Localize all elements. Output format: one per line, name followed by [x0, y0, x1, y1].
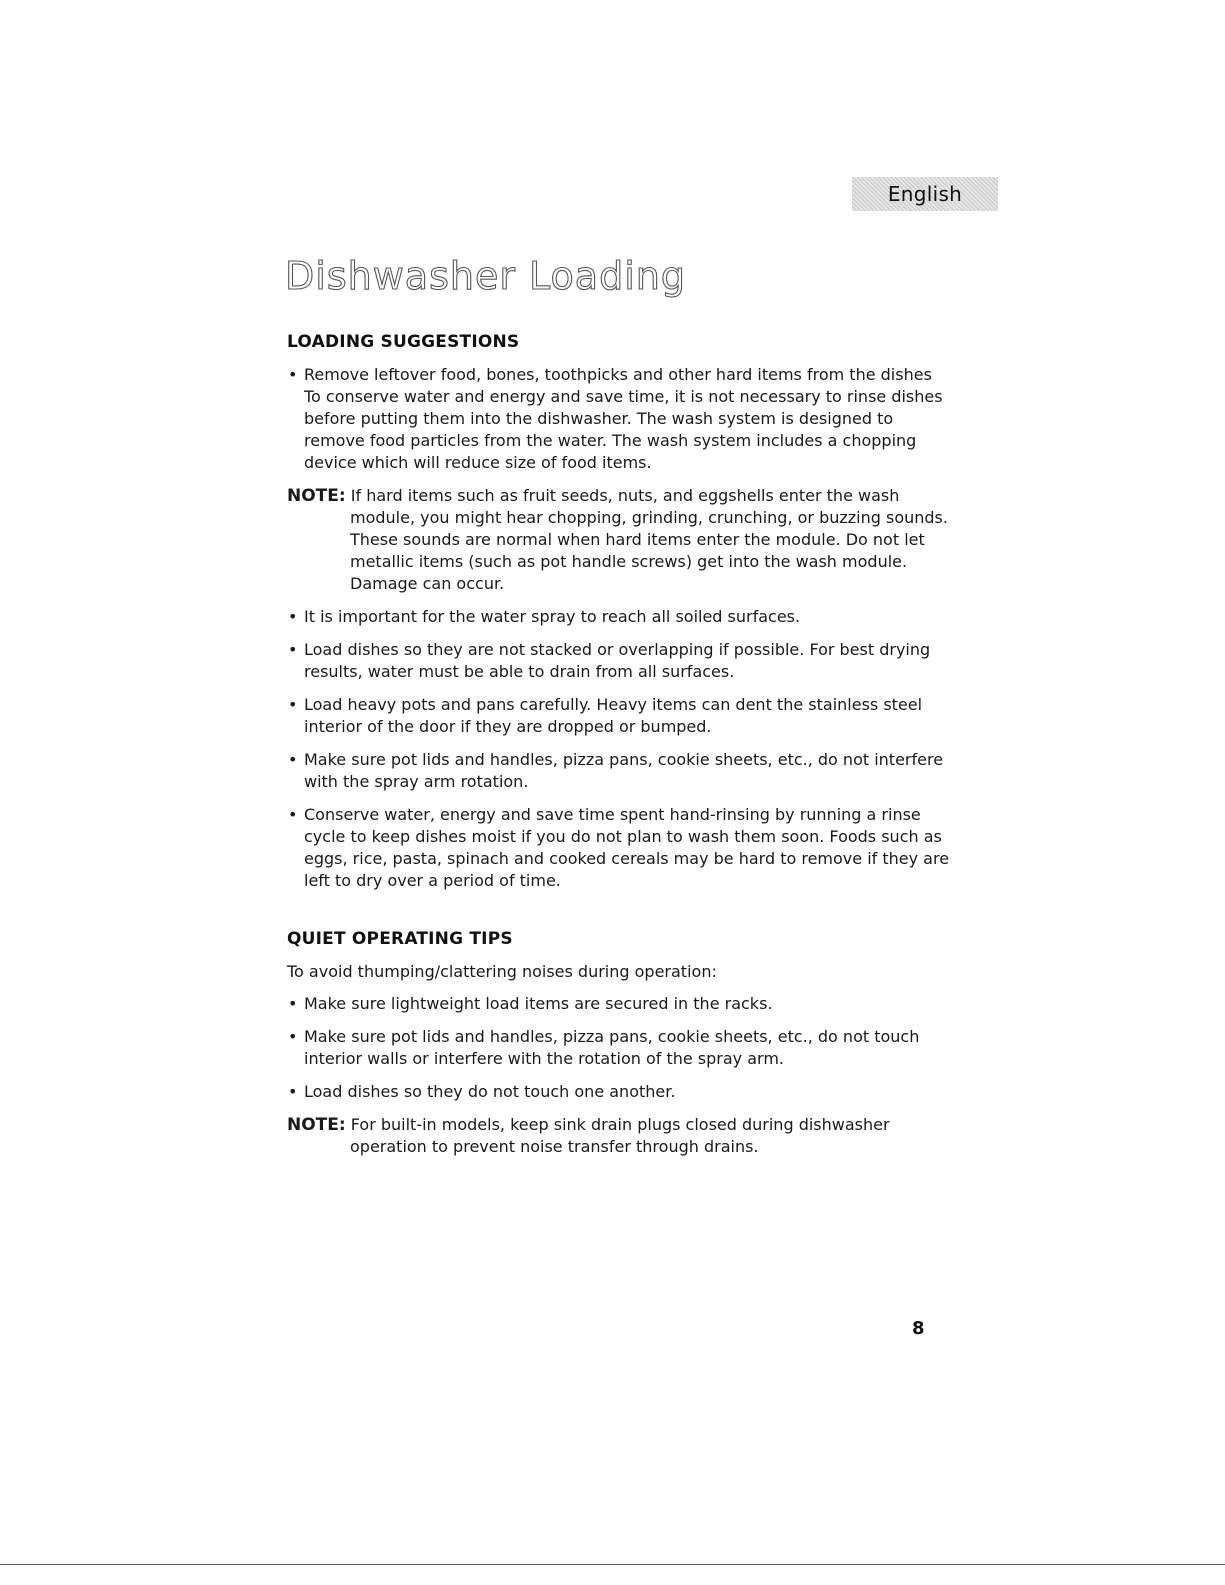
list-item — [287, 1026, 952, 1070]
list-item — [287, 364, 952, 474]
bullet-icon: • — [288, 607, 298, 626]
bullet-icon: • — [288, 750, 298, 769]
language-tab — [852, 177, 998, 211]
bullet-icon: • — [288, 1027, 298, 1046]
page-title: Dishwasher Loading — [285, 254, 686, 298]
list-item — [287, 804, 952, 892]
list-item-text: Make sure pot lids and handles, pizza pans, cookie sheets, etc., do not touch interior walls or interfere with the rotation of the spray arm. — [304, 1027, 920, 1068]
list-item — [287, 606, 952, 628]
list-item-text: It is important for the water spray to reach all soiled surfaces. — [304, 607, 801, 626]
bullet-icon: • — [288, 695, 298, 714]
bullet-icon: • — [288, 994, 298, 1013]
list-item-text: Conserve water, energy and save time spent hand-rinsing by running a rinse cycle to keep dishes moist if you do not plan to wash them soon. Foods such as eggs, rice, pasta, spinach and cooked cereals may be hard to remove if they are left to dry over a period of time. — [304, 805, 950, 890]
list-item — [287, 694, 952, 738]
language-tab-label: English — [887, 182, 963, 206]
bullet-icon: • — [288, 365, 298, 384]
note-text: For built-in models, keep sink drain plugs closed during dishwasher — [350, 1115, 890, 1134]
loading-suggestions-heading: LOADING SUGGESTIONS — [287, 332, 520, 352]
page-number: 8 — [912, 1318, 925, 1339]
note-text: module, you might hear chopping, grinding, crunching, or buzzing sounds. These sounds are normal when hard items enter the module. Do not let metallic items (such as pot handle screws) get into the wash module. Damage can occur. — [350, 508, 948, 593]
note-text: If hard items such as fruit seeds, nuts, and eggshells enter the wash — [350, 486, 900, 505]
bullet-icon: • — [288, 805, 298, 824]
section-spacer — [287, 903, 952, 929]
list-item-text: To conserve water and energy and save time, it is not necessary to rinse dishes before putting them into the dishwasher. The wash system is designed to remove food particles from the water. The wash system includes a chopping device which will reduce size of food items. — [304, 387, 943, 472]
main-content — [287, 332, 952, 1169]
list-item — [287, 639, 952, 683]
note-label: NOTE: — [287, 1115, 346, 1135]
note-block — [287, 485, 952, 595]
bullet-icon: • — [288, 640, 298, 659]
note-block — [287, 1114, 952, 1158]
quiet-operating-tips-heading: QUIET OPERATING TIPS — [287, 929, 513, 949]
list-item-text: Load heavy pots and pans carefully. Heavy items can dent the stainless steel interior of the door if they are dropped or bumped. — [304, 695, 923, 736]
list-item-text: Load dishes so they do not touch one another. — [304, 1082, 676, 1101]
list-item — [287, 1081, 952, 1103]
quiet-tips-intro: To avoid thumping/clattering noises during operation: — [287, 962, 717, 981]
note-text: operation to prevent noise transfer through drains. — [350, 1137, 759, 1156]
list-item-text: Make sure lightweight load items are secured in the racks. — [304, 994, 773, 1013]
list-item — [287, 993, 952, 1015]
list-item-text: Load dishes so they are not stacked or overlapping if possible. For best drying results, water must be able to drain from all surfaces. — [304, 640, 931, 681]
list-item — [287, 749, 952, 793]
bullet-icon: • — [288, 1082, 298, 1101]
list-item-text: Make sure pot lids and handles, pizza pans, cookie sheets, etc., do not interfere with the spray arm rotation. — [304, 750, 944, 791]
page-bottom-divider — [0, 1564, 1225, 1565]
note-label: NOTE: — [287, 486, 346, 506]
list-item-text: Remove leftover food, bones, toothpicks and other hard items from the dishes — [304, 365, 932, 384]
